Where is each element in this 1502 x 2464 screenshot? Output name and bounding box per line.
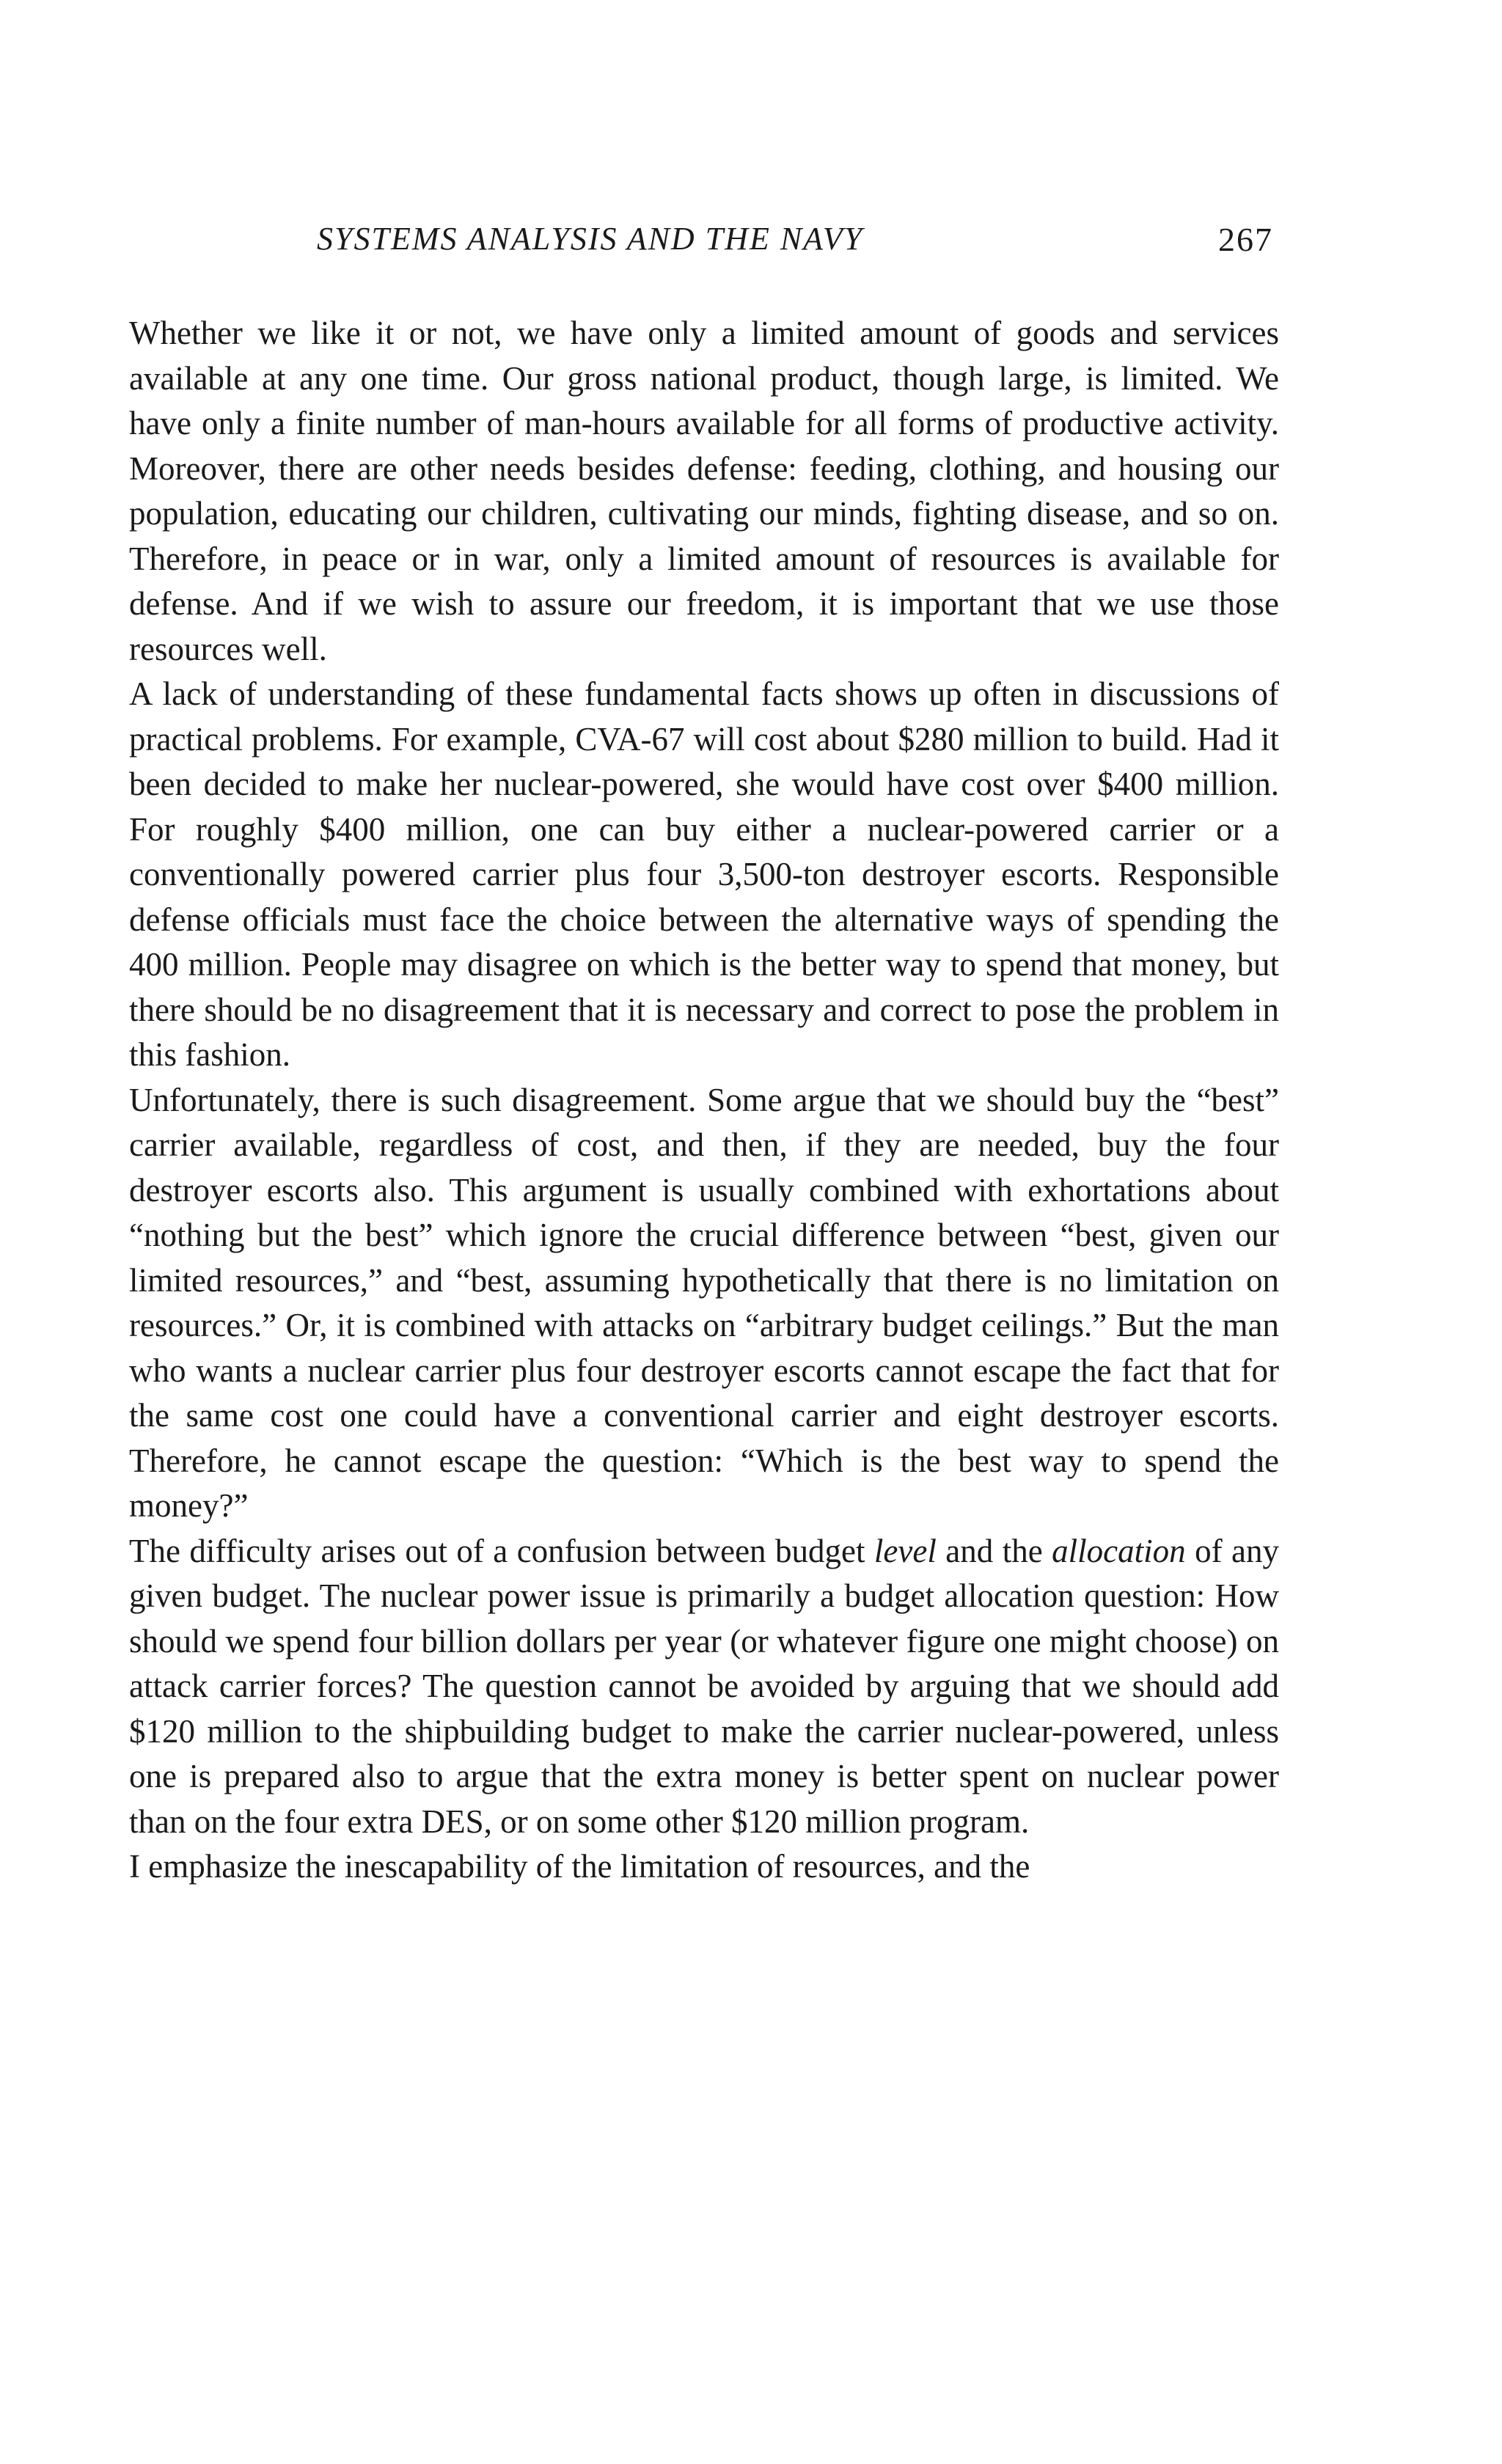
italic-allocation: allocation (1052, 1532, 1186, 1569)
paragraph-disagreement: Unfortunately, there is such disagreement. Some argue that we should buy the “best” carrier available, regardless of cost, and then, if they are needed, buy the four destroyer escorts also. This argument is usually combined with exhortations about “nothing but the best” which ignore the crucial difference between “best, given our limited resources,” and “best, assuming hypothetically that there is no limitation on resources.” Or, it is combined with attacks on “arbitrary budget ceilings.” But the man who wants a nuclear carrier plus four destroyer escorts cannot escape the fact that for the same cost one could have a conventional carrier and eight destroyer escorts. Therefore, he cannot escape the question: “Which is the best way to spend the money?” (129, 1081, 1279, 1524)
page-number: 267 (1218, 221, 1273, 258)
italic-level: level (873, 1532, 937, 1569)
running-head (129, 220, 1279, 279)
paragraph-limited-resources: Whether we like it or not, we have only a limited amount of goods and services available at any one time. Our gross national product, though large, is limited. We have only a finite number of man-hours available for all forms of productive activity. Moreover, there are other needs besides defense: feeding, clothing, and housing our population, educating our children, cultivating our minds, fighting disease, and so on. Therefore, in peace or in war, only a limited amount of resources is available for defense. And if we wish to assure our freedom, it is important that we use those resources well. (129, 315, 1279, 667)
paragraph-cva67-cost: A lack of understanding of these fundamental facts shows up often in discussions of practical problems. For example, CVA-67 will cost about $280 million to build. Had it been decided to make her nuclear-powered, she would have cost over $400 million. For roughly $400 million, one can buy either a nuclear-powered carrier or a conventionally powered carrier plus four 3,500-ton destroyer escorts. Responsible defense officials must face the choice between the alternative ways of spending the 400 million. People may disagree on which is the better way to spend that money, but there should be no disagreement that it is necessary and correct to pose the problem in this fashion. (129, 675, 1279, 1073)
text-segment: The difficulty arises out of a confusion between budget (129, 1532, 874, 1569)
text-segment: and the (936, 1532, 1052, 1569)
book-page (129, 220, 1279, 1890)
running-title: SYSTEMS ANALYSIS AND THE NAVY (317, 221, 864, 257)
paragraph-budget-allocation (129, 1529, 1279, 1845)
text-segment: of any given budget. The nuclear power issue is primarily a budget allocation question: How should we spend four billion dollars per year (or whatever figure one might choose) on attack carrier forces? The question cannot be avoided by arguing that we should add $120 million to the shipbuilding budget to make the carrier nuclear-powered, unless one is prepared also to argue that the extra money is better spent on nuclear power than on the four extra DES, or on some other $120 million program. (129, 1532, 1279, 1840)
paragraph-inescapability: I emphasize the inescapability of the limitation of resources, and the (129, 1848, 1030, 1885)
body-text (129, 311, 1279, 1890)
